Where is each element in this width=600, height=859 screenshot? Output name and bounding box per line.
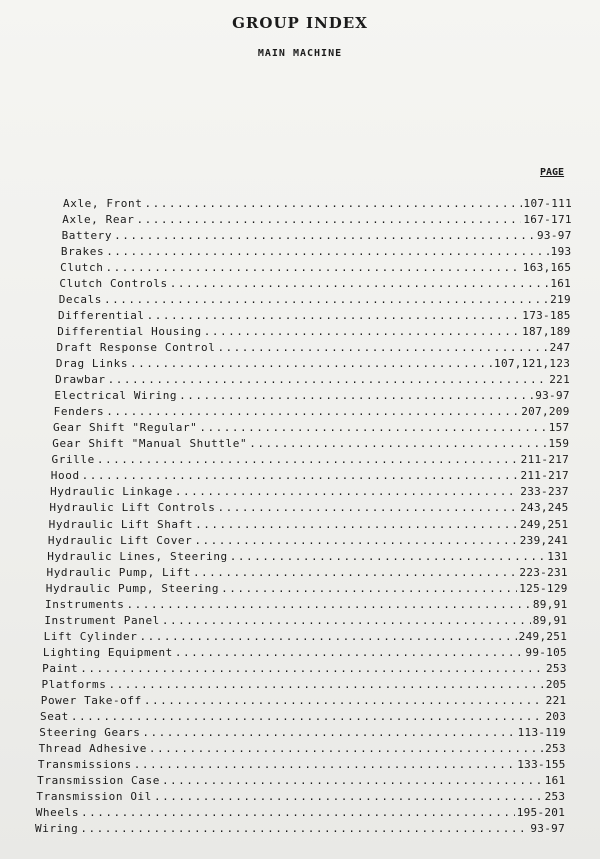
entry-page-number: 211-217 [520,453,570,467]
dot-leader [221,582,517,596]
index-entry [50,485,569,499]
dot-leader [194,534,517,548]
entry-label: Wiring [35,822,79,835]
index-entry [57,341,571,355]
index-entry [59,277,571,291]
entry-page-number: 233-237 [520,485,569,499]
entry-page-number: 99-105 [525,645,567,659]
entry-page-number: 93-97 [530,822,565,835]
dot-leader [140,630,517,644]
dot-leader [97,453,519,467]
entry-label: Grille [51,453,95,467]
entry-label: Lift Cylinder [43,629,138,643]
dot-leader [106,245,548,259]
index-entry [54,389,569,403]
dot-leader [104,293,548,307]
index-entry [52,437,569,451]
entry-label: Clutch Controls [59,277,168,291]
entry-label: Drawbar [55,373,106,387]
entry-label: Electrical Wiring [54,389,178,403]
index-entry [35,822,565,836]
index-entry [53,421,570,435]
entry-page-number: 133-155 [517,757,566,771]
index-entry [39,742,566,756]
entry-page-number: 253 [546,661,567,675]
entry-page-number: 107,121,123 [494,357,571,371]
page-subtitle: MAIN MACHINE [257,48,343,59]
entry-label: Transmission Oil [36,789,152,803]
entry-label: Transmission Case [37,773,160,787]
index-entry [48,534,568,548]
index-entry [44,630,568,644]
entry-label: Power Take-off [40,693,142,707]
index-entry [58,309,571,323]
entry-page-number: 93-97 [535,389,570,403]
dot-leader [217,341,547,355]
entry-label: Axle, Rear [62,213,135,227]
index-entry [63,197,572,211]
entry-page-number: 249,251 [519,517,569,531]
entry-label: Differential Housing [57,325,202,339]
entry-label: Paint [42,661,79,675]
index-entry [46,582,568,596]
dot-leader [230,550,545,564]
dot-leader [127,598,531,612]
entry-page-number: 205 [545,677,567,691]
index-entry [55,373,570,387]
dot-leader [80,662,544,676]
entry-page-number: 221 [545,693,567,707]
entry-label: Fenders [53,405,105,419]
entry-label: Instrument Panel [44,613,160,627]
entry-page-number: 243,245 [520,501,569,515]
dot-leader [199,421,546,435]
dot-leader [217,501,518,515]
index-entry [59,293,571,307]
dot-leader [80,822,528,836]
entry-page-number: 187,189 [522,325,571,339]
dot-leader [149,742,543,756]
index-entry [49,501,568,515]
entry-page-number: 89,91 [532,613,568,627]
dot-leader [106,405,519,419]
dot-leader [193,566,517,580]
index-entry [43,646,567,660]
index-entry [36,790,565,804]
dot-leader [144,694,544,708]
index-entry [51,469,569,483]
entry-label: Hydraulic Linkage [50,485,173,499]
entry-label: Gear Shift "Manual Shuttle" [52,437,248,451]
entry-page-number: 107-111 [523,197,572,210]
index-entry [45,598,567,612]
dot-leader [162,774,543,788]
entry-page-number: 125-129 [519,581,568,595]
dot-leader [144,197,521,211]
entry-label: Hydraulic Lift Controls [49,501,216,515]
entry-page-number: 219 [550,293,571,307]
dot-leader [195,518,518,532]
index-entry [36,806,565,820]
dot-leader [82,469,519,483]
entry-page-number: 157 [548,421,570,435]
index-entry [46,566,567,580]
entry-page-number: 161 [544,773,566,787]
entry-page-number: 253 [544,789,566,803]
entry-label: Brakes [60,245,105,259]
entry-page-number: 221 [549,373,571,387]
index-entry [40,710,566,724]
entry-label: Thread Adhesive [38,741,147,755]
entry-page-number: 203 [545,709,567,723]
index-entry [54,405,570,419]
entry-page-number: 223-231 [519,565,568,579]
index-entry [41,678,566,692]
entry-page-number: 93-97 [537,229,572,243]
entry-page-number: 211-217 [520,469,569,483]
dot-leader [175,646,524,660]
entry-label: Gear Shift "Regular" [52,421,198,435]
page-column-heading: PAGE [540,167,565,178]
entry-label: Draft Response Control [56,341,216,355]
entry-label: Hydraulic Lift Shaft [48,517,194,531]
index-entry [61,245,572,259]
entry-label: Drag Links [55,357,129,371]
dot-leader [105,261,520,275]
dot-leader [204,325,520,339]
entry-page-number: 163,165 [522,261,572,275]
entry-label: Hydraulic Pump, Lift [46,565,191,579]
entry-label: Hydraulic Lift Cover [47,533,193,547]
dot-leader [134,758,515,772]
index-entry [41,694,567,708]
entry-label: Platforms [41,677,107,691]
dot-leader [130,357,492,371]
entry-page-number: 159 [548,437,570,451]
entry-page-number: 89,91 [532,597,568,611]
index-entry [60,261,571,275]
entry-page-number: 207,209 [521,405,570,419]
dot-leader [108,678,543,692]
dot-leader [154,790,543,804]
dot-leader [71,710,544,724]
entry-page-number: 193 [550,245,572,259]
entry-label: Axle, Front [63,197,143,210]
entry-label: Hydraulic Lines, Steering [47,549,228,563]
entry-page-number: 253 [545,741,566,755]
dot-leader [170,277,549,291]
entry-label: Decals [58,293,103,307]
entry-label: Steering Gears [39,725,141,739]
entry-page-number: 247 [549,341,571,355]
entry-page-number: 131 [547,549,569,563]
dot-leader [137,213,522,227]
index-entry [52,453,570,467]
index-entry [62,213,572,227]
index-entry [57,325,570,339]
index-entry [38,758,566,772]
page-title: GROUP INDEX [232,14,368,32]
entry-page-number: 167-171 [523,213,572,227]
entry-label: Battery [61,229,113,243]
index-entry [62,229,572,243]
dot-leader [179,389,533,403]
entry-page-number: 239,241 [519,533,569,547]
index-entry [39,726,566,740]
entry-page-number: 161 [550,277,572,291]
entry-label: Differential [57,309,145,323]
index-entry [47,550,568,564]
dot-leader [147,309,521,323]
index-entry [37,774,565,788]
entry-label: Hydraulic Pump, Steering [45,581,220,595]
entry-page-number: 113-119 [517,725,567,739]
entry-label: Lighting Equipment [42,645,173,659]
entry-label: Hood [50,469,80,483]
index-entry [49,518,569,532]
dot-leader [81,806,515,820]
dot-leader [175,485,518,499]
dot-leader [108,373,548,387]
entry-label: Transmissions [37,757,132,771]
entry-page-number: 173-185 [522,309,571,323]
entry-label: Instruments [45,597,125,611]
dot-leader [249,437,546,451]
entry-label: Wheels [35,805,80,819]
entry-page-number: 249,251 [518,629,568,643]
dot-leader [114,229,535,243]
index-entry [44,614,567,628]
index-entry [42,662,567,676]
index-entry [56,357,570,371]
dot-leader [162,614,531,628]
entry-label: Seat [40,709,69,723]
entry-page-number: 195-201 [516,805,566,819]
dot-leader [142,726,515,740]
entry-label: Clutch [60,261,104,275]
